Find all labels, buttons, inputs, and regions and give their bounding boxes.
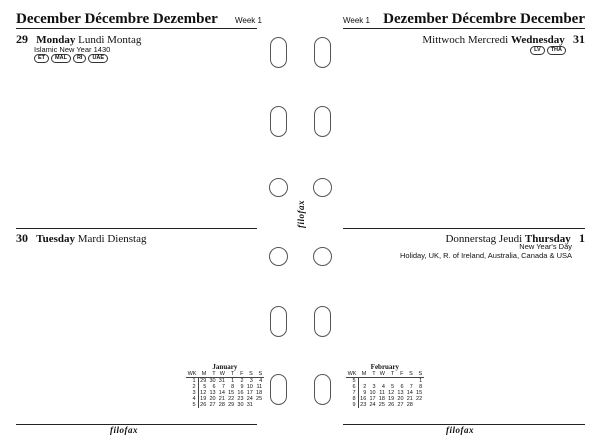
- calendar-day-cell: 3: [372, 384, 376, 390]
- left-day1-name: Monday: [36, 34, 76, 46]
- calendar-day-cell: 6: [400, 384, 404, 390]
- calendar-day-cell: 27: [397, 402, 404, 408]
- calendar-week-number: 6: [346, 384, 358, 390]
- calendar-header-cell: WK: [347, 371, 357, 377]
- calendar-day-cell: 18: [256, 390, 263, 396]
- calendar-day-cell: 14: [218, 390, 225, 396]
- calendar-day-cell: 4: [381, 384, 385, 390]
- calendar-day-cell: 22: [228, 396, 235, 402]
- calendar-day-cell: 3: [249, 378, 253, 384]
- binder-hole: [270, 306, 287, 337]
- calendar-header-cell: T: [208, 371, 217, 378]
- calendar-day-cell: 1: [419, 378, 423, 384]
- calendar-day-cell: 6: [212, 384, 216, 390]
- left-day1-note: Islamic New Year 1430: [34, 45, 111, 54]
- calendar-week-number: 8: [346, 396, 358, 402]
- calendar-day-cell: 23: [237, 396, 244, 402]
- calendar-header-cell: S: [254, 371, 263, 378]
- calendar-day-cell: [254, 402, 263, 408]
- left-day2-name-other: Mardi Dienstag: [77, 233, 147, 245]
- calendar-header-cell: WK: [187, 371, 197, 377]
- calendar-week-row: [186, 402, 264, 408]
- calendar-day-cell: 25: [378, 402, 385, 408]
- right-day2-name-other: Donnerstag Jeudi: [445, 233, 523, 245]
- calendar-day-cell: 21: [218, 396, 225, 402]
- calendar-day-cell: 22: [416, 396, 423, 402]
- calendar-day-cell: 27: [209, 402, 216, 408]
- calendar-day-cell: 4: [259, 378, 263, 384]
- left-day2-heading: [16, 231, 146, 246]
- calendar-day-cell: 16: [237, 390, 244, 396]
- calendar-header-cell: F: [236, 371, 245, 378]
- country-tag: UAE: [88, 54, 108, 63]
- right-week-label: Week 1: [343, 16, 370, 25]
- calendar-header-cell: W: [377, 371, 386, 378]
- right-mid-divider: [343, 228, 585, 229]
- left-day2-number: 30: [16, 231, 28, 245]
- right-day2-name: Thursday: [524, 233, 571, 245]
- calendar-day-cell: 11: [256, 384, 263, 390]
- calendar-day-cell: 30: [237, 402, 244, 408]
- calendar-day-cell: 26: [200, 402, 207, 408]
- calendar-grid: [346, 371, 424, 408]
- calendar-day-cell: 7: [221, 384, 225, 390]
- left-day1-tags: [34, 54, 108, 63]
- calendar-day-cell: 29: [228, 402, 235, 408]
- calendar-day-cell: 28: [406, 402, 413, 408]
- calendar-day-cell: 2: [363, 384, 367, 390]
- calendar-week-number: 9: [346, 402, 358, 408]
- calendar-day-cell: 26: [388, 402, 395, 408]
- calendar-header-cell: T: [227, 371, 236, 378]
- calendar-day-cell: 12: [388, 390, 395, 396]
- right-header-divider: [343, 28, 585, 29]
- right-day1-heading: [422, 32, 585, 47]
- calendar-day-cell: 18: [378, 396, 385, 402]
- binder-hole: [270, 374, 287, 405]
- calendar-day-cell: 15: [416, 390, 423, 396]
- calendar-day-cell: [414, 402, 423, 408]
- calendar-day-cell: 20: [209, 396, 216, 402]
- calendar-day-cell: 30: [209, 378, 216, 384]
- calendar-header-cell: T: [387, 371, 396, 378]
- right-day1-number: 31: [573, 32, 585, 46]
- left-header-divider: [16, 28, 257, 29]
- calendar-week-number: 1: [186, 378, 198, 385]
- calendar-day-cell: 14: [406, 390, 413, 396]
- calendar-day-cell: 19: [388, 396, 395, 402]
- left-day1-name-other: Lundi Montag: [78, 34, 142, 46]
- calendar-day-cell: 31: [246, 402, 253, 408]
- right-page-title: Dezember Décembre December: [383, 11, 585, 27]
- calendar-week-number: 5: [346, 378, 358, 385]
- calendar-week-number: 2: [186, 384, 198, 390]
- binder-hole: [269, 247, 288, 266]
- country-tag: RI: [73, 54, 87, 63]
- calendar-day-cell: 24: [246, 396, 253, 402]
- binder-hole: [314, 374, 331, 405]
- calendar-day-cell: 5: [203, 384, 207, 390]
- center-filofax-logo: filofax: [296, 200, 306, 228]
- calendar-header-cell: S: [414, 371, 423, 378]
- calendar-week-row: [346, 402, 424, 408]
- calendar-day-cell: 15: [228, 390, 235, 396]
- calendar-day-cell: 19: [200, 396, 207, 402]
- binder-hole: [314, 306, 331, 337]
- right-day1-tags: [530, 46, 566, 55]
- calendar-month-name: February: [370, 363, 400, 371]
- february-mini-calendar: [346, 363, 424, 408]
- calendar-day-cell: 28: [218, 402, 225, 408]
- left-filofax-logo: filofax: [110, 425, 138, 435]
- calendar-day-cell: 17: [369, 396, 376, 402]
- calendar-day-cell: 10: [369, 390, 376, 396]
- right-day2-note2: Holiday, UK, R. of Ireland, Australia, Canada & USA: [399, 251, 572, 260]
- calendar-header-cell: M: [358, 371, 368, 378]
- country-tag: MAL: [51, 54, 71, 63]
- calendar-week-number: 3: [186, 390, 198, 396]
- country-tag: THA: [547, 46, 566, 55]
- calendar-month-name: January: [212, 363, 238, 371]
- calendar-day-cell: 13: [209, 390, 216, 396]
- calendar-day-cell: 2: [240, 378, 244, 384]
- calendar-day-cell: 29: [200, 378, 207, 384]
- calendar-week-number: 5: [186, 402, 198, 408]
- calendar-day-cell: 21: [406, 396, 413, 402]
- left-day1-number: 29: [16, 32, 28, 46]
- calendar-header-cell: S: [405, 371, 414, 378]
- calendar-day-cell: 1: [231, 378, 235, 384]
- calendar-day-cell: 10: [246, 384, 253, 390]
- calendar-day-cell: 9: [240, 384, 244, 390]
- calendar-day-cell: 13: [397, 390, 404, 396]
- calendar-day-cell: 8: [419, 384, 423, 390]
- calendar-day-cell: 5: [391, 384, 395, 390]
- right-filofax-logo: filofax: [446, 425, 474, 435]
- calendar-day-cell: 20: [397, 396, 404, 402]
- calendar-day-cell: 11: [379, 390, 385, 396]
- january-mini-calendar: [186, 363, 264, 408]
- binder-hole: [314, 106, 331, 137]
- country-tag: LV: [530, 46, 545, 55]
- right-day2-number: 1: [579, 231, 585, 245]
- calendar-day-cell: 24: [369, 402, 376, 408]
- binder-hole: [270, 106, 287, 137]
- calendar-week-number: 4: [186, 396, 198, 402]
- calendar-day-cell: 17: [246, 390, 253, 396]
- calendar-header-cell: T: [368, 371, 377, 378]
- calendar-day-cell: 23: [360, 402, 367, 408]
- binder-hole: [269, 178, 288, 197]
- calendar-week-number: 7: [346, 390, 358, 396]
- calendar-header-cell: M: [198, 371, 208, 378]
- calendar-day-cell: 12: [200, 390, 207, 396]
- right-day2-note1: New Year's Day: [519, 242, 572, 251]
- calendar-day-cell: 9: [363, 390, 367, 396]
- left-mid-divider: [16, 228, 257, 229]
- left-week-label: Week 1: [235, 16, 262, 25]
- calendar-day-cell: 8: [231, 384, 235, 390]
- country-tag: ET: [34, 54, 49, 63]
- binder-hole: [313, 178, 332, 197]
- calendar-day-cell: 7: [409, 384, 413, 390]
- calendar-day-cell: 16: [360, 396, 367, 402]
- left-page-title: December Décembre Dezember: [16, 11, 218, 27]
- calendar-header-cell: W: [217, 371, 226, 378]
- right-day1-name-other: Mittwoch Mercredi: [422, 34, 509, 46]
- binder-hole: [270, 37, 287, 68]
- calendar-day-cell: 31: [218, 378, 225, 384]
- calendar-grid: [186, 371, 264, 408]
- calendar-header-cell: F: [396, 371, 405, 378]
- binder-hole: [313, 247, 332, 266]
- right-day1-name: Wednesday: [510, 34, 565, 46]
- calendar-day-cell: 25: [256, 396, 263, 402]
- binder-hole: [314, 37, 331, 68]
- calendar-header-cell: S: [245, 371, 254, 378]
- left-day2-name: Tuesday: [36, 233, 75, 245]
